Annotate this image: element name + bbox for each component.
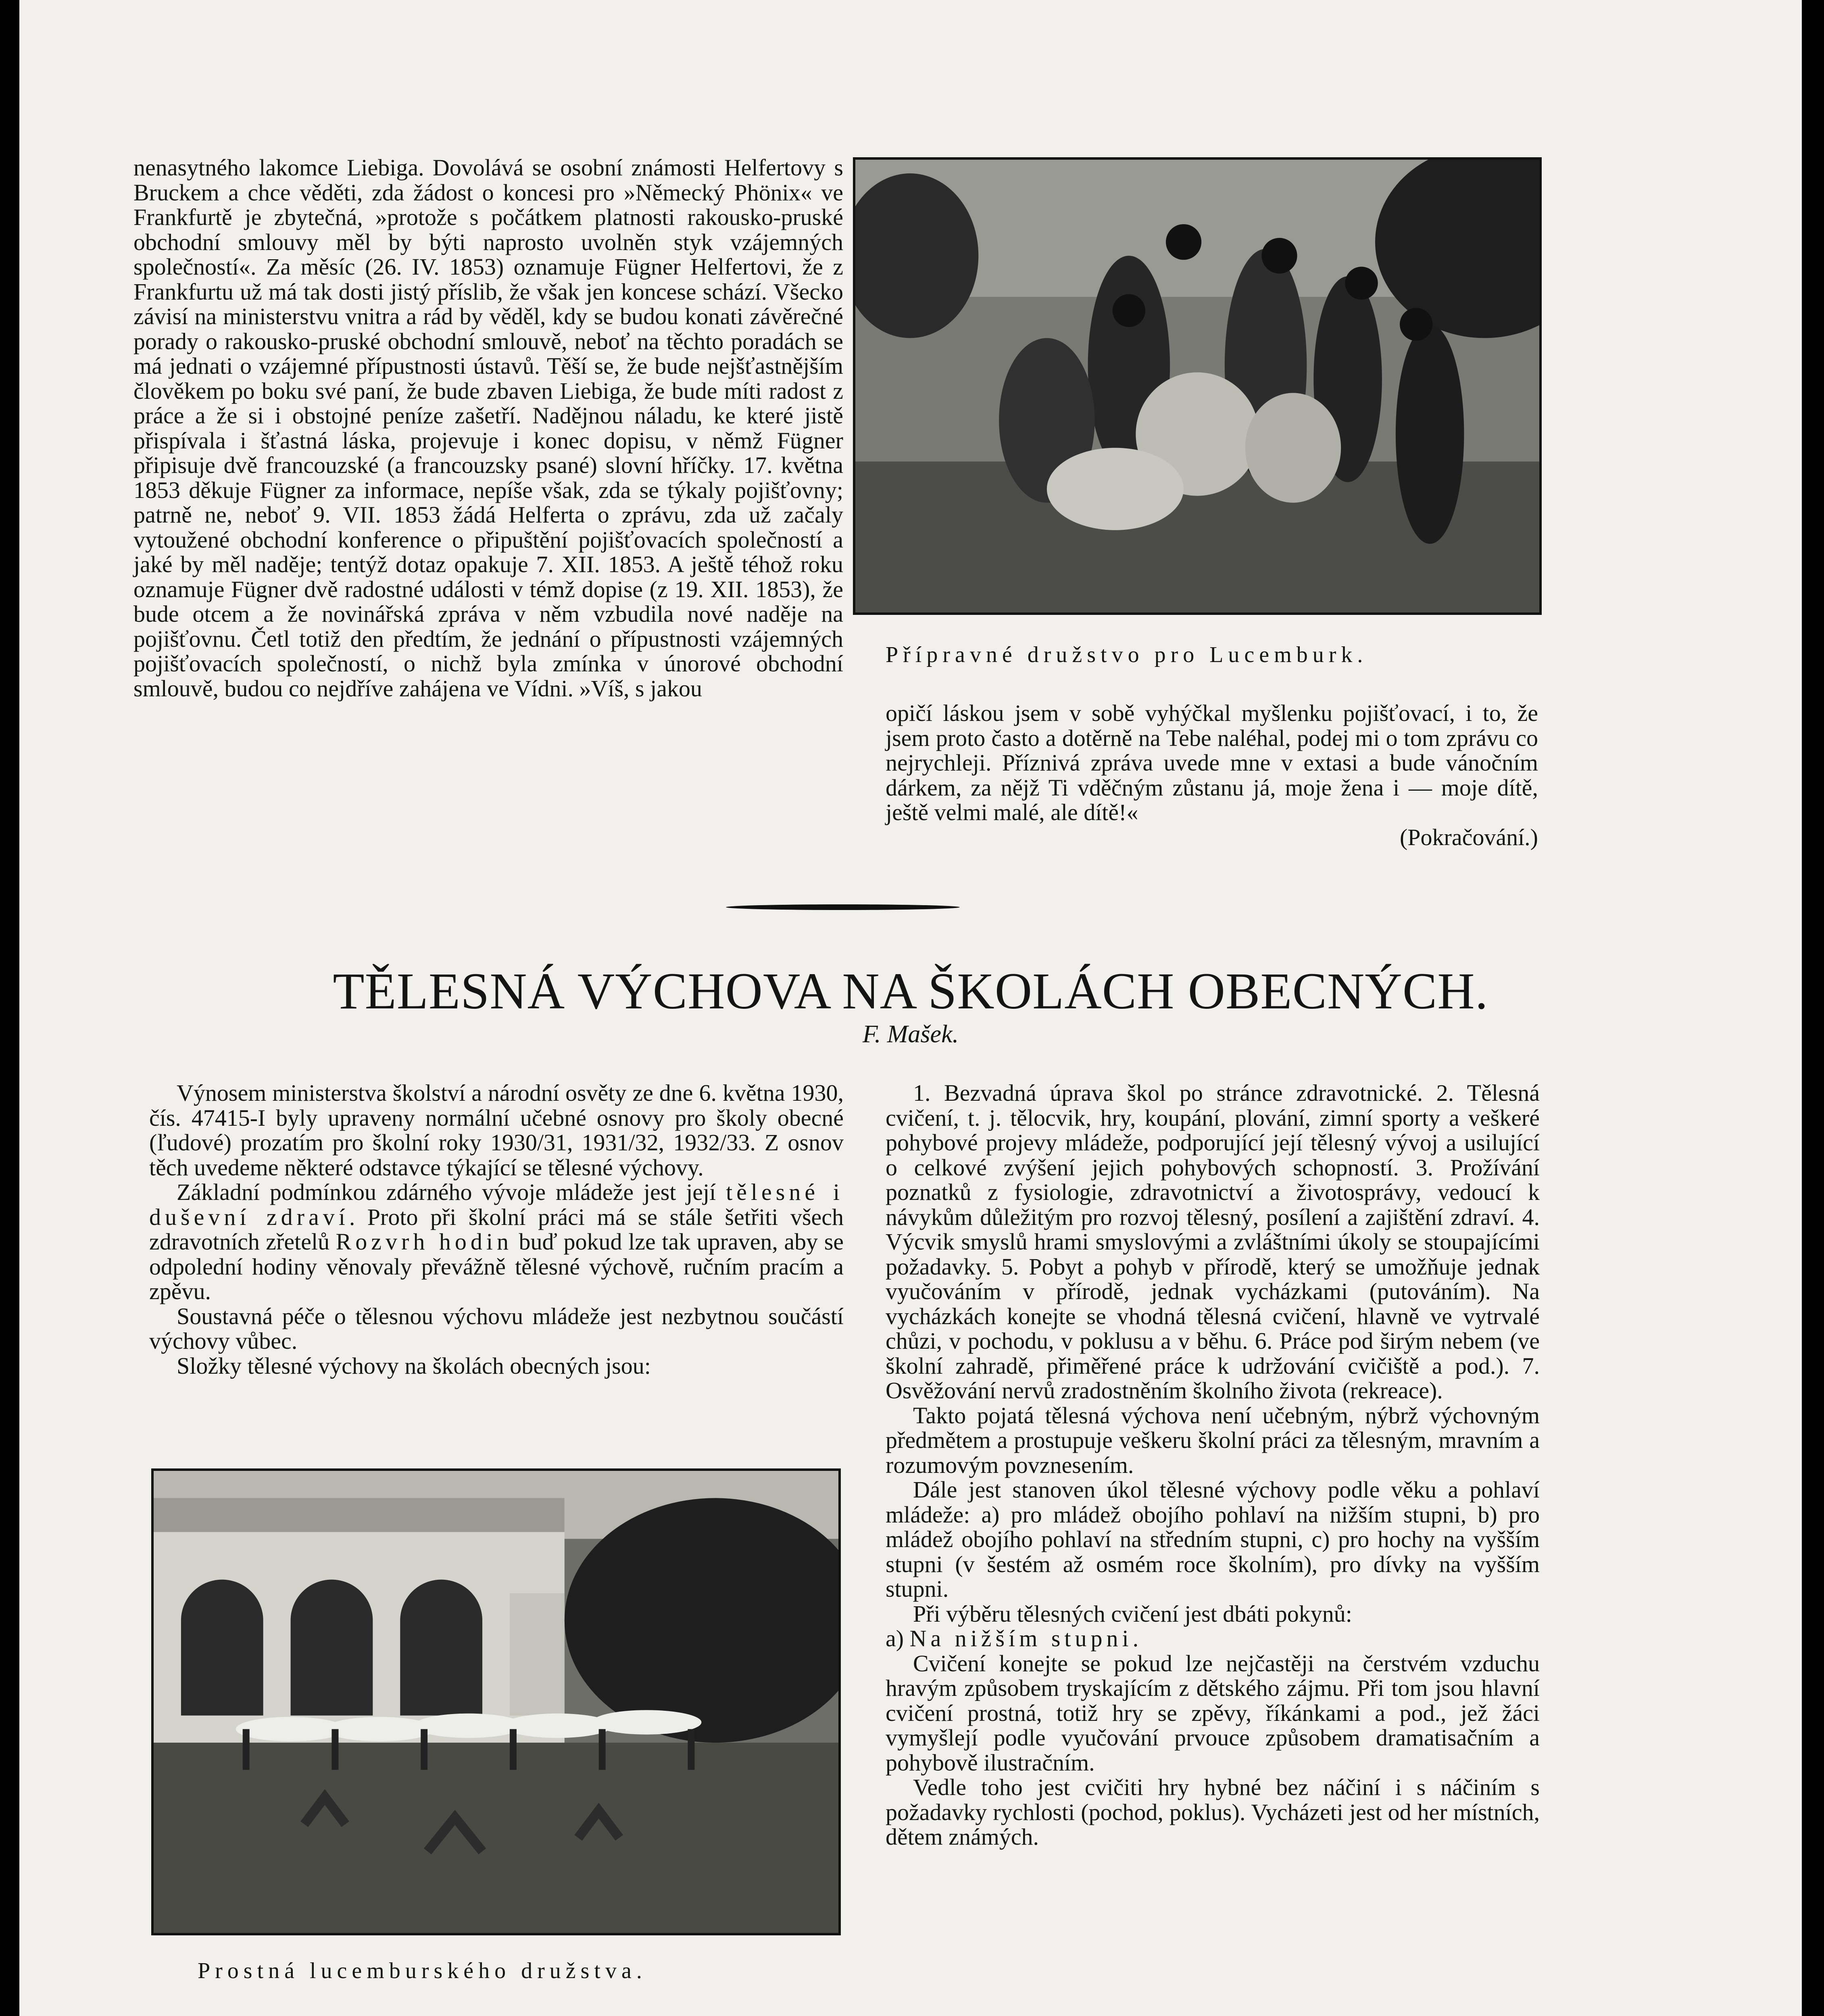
gymnastics-photo [151,1468,841,1935]
text-run: buď pokud lze tak upraven, aby se odpolední hodiny věnovaly převážně tělesné výchově, ručním pracím a zpěvu. [149,1229,844,1304]
article-paragraph: Výnosem ministerstva školství a národní osvěty ze dne 6. května 1930, čís. 47415-I byly upraveny normální učebné osnovy pro školy obecné (ľudové) prozatím pro školní roky 1930/31, 1931/32, 1932/33. Z osnov těch uvedeme některé odstavce týkající se tělesné výchovy. [149,1080,844,1181]
article-paragraph: Cvičení konejte se pokud lze nejčastěji na čerstvém vzduchu hravým způsobem tryskajícím z dětského zájmu. Při tom jsou hlavní cvičení prostná, totiž hry se zpěvy, říkánkami a pod., jež žáci vymyšlejí podle vyučování prvouce způsobem dramatisačním a pohybově ilustračním. [886,1650,1540,1776]
article-left-column [149,1081,844,1378]
continued-paragraph: nenasytného lakomce Liebiga. Dovolává se osobní známosti Helfertovy s Bruckem a chce věděti, zda žádost o koncesi pro »Německý Phönix« ve Frankfurtě je zbytečná, »protože s počátkem platnosti rakousko-pruské obchodní smlouvy měl by býti naprosto uvolněn styk vzájemných společností«. Za měsíc (26. IV. 1853) oznamuje Fügner Helfertovi, že z Frankfurtu už má tak dosti jistý příslib, že však jen koncese schází. Všecko závisí na ministerstvu vnitra a rád by věděl, kdy se budou konati závěrečné porady o rakousko-pruské obchodní smlouvě, neboť na těchto poradách se má jednati o vzájemné přípustnosti ústavů. Těší se, že bude nejšťastnějším člověkem po boku své paní, že bude zbaven Liebiga, že bude míti radost z práce a že si i obstojné peníze zašetří. Nadějnou náladu, ke které jistě přispívala i šťastná láska, projevuje i konec dopisu, v němž Fügner připisuje dvě francouzské (a francouzsky psané) slovní hříčky. 17. května 1853 děkuje Fügner za informace, nepíše však, zda se týkaly pojišťovny; patrně ne, neboť 9. VII. 1853 žádá Helferta o zprávu, zda už začaly vytoužené obchodní konference o připuštění pojišťovacích společností a jaké by měl naděje; tentýž dotaz opakuje 7. XII. 1853. A ještě téhož roku oznamuje Fügner dvě radostné události v témž dopise (z 19. XII. 1853), že bude otcem a že novinářská zpráva v něm vzbudila nové naděje na pojišťovnu. Četl totiž den předtím, že jednání o přípustnosti vzájemných pojišťovacích společností, o nichž byla zmínka v únorové obchodní smlouvě, budou co nejdříve zahájena ve Vídni. »Víš, s jakou [133,154,843,702]
top-left-column [133,155,843,701]
text-run: . Proto při školní práci má se stále šetřiti všech zdravotních zřetelů [149,1204,844,1255]
gymnastics-photo-image [154,1471,838,1933]
article-paragraph: Takto pojatá tělesná výchova není učebným, nýbrž výchovným předmětem a prostupuje veškeru školní práci za tělesným, mravním a rozumovým povznesením. [886,1402,1540,1478]
team-photo [853,157,1542,615]
letter-ending: opičí láskou jsem v sobě vyhýčkal myšlenku pojišťovací, i to, že jsem proto často a dotěrně na Tebe naléhal, podej mi o tom zprávu co nejrychleji. Příznivá zpráva uvede mne v extasi a bude vánočním dárkem, za nějž Ti vděčným zůstanu já, moje žena i — moje dítě, ještě velmi malé, ale dítě!« [886,700,1538,825]
article-title: TĚLESNÁ VÝCHOVA NA ŠKOLÁCH OBECNÝCH. [333,962,1488,1020]
magazine-page [19,0,1802,2016]
emphasis-spaced: Rozvrh hodin [336,1229,513,1255]
article-subheading [886,1626,1540,1651]
article-paragraph: Vedle toho jest cvičiti hry hybné bez náčiní i s náčiním s požadavky rychlosti (pochod, poklus). Vycházeti jest od her místních, dětem známých. [886,1774,1540,1850]
text-run: Základní podmínkou zdárného vývoje mládeže jest její [177,1179,726,1205]
text-run: a) [886,1625,910,1652]
article-paragraph: Soustavná péče o tělesnou výchovu mládeže jest nezbytnou součástí výchovy vůbec. [149,1303,844,1354]
article-paragraph: Při výběru tělesných cvičení jest dbáti pokynů: [913,1600,1352,1627]
section-divider [726,904,960,910]
emphasis-spaced: Na nižším stupni. [909,1625,1143,1652]
article-paragraph [149,1180,844,1304]
article-paragraph: Složky tělesné výchovy na školách obecných jsou: [177,1352,651,1379]
article-paragraph: 1. Bezvadná úprava škol po stránce zdravotnické. 2. Tělesná cvičení, t. j. tělocvik, hry, koupání, plování, zimní sporty a veškeré pohybové projevy mládeže, podporující její tělesný vývoj a usilující o celkové zvýšení jejich pohybových schopností. 3. Prožívání poznatků z fysiologie, zdravotnictví a životosprávy, vedoucí k návykům důležitým pro rozvoj tělesný, posílení a zajištění zdraví. 4. Výcvik smyslů hrami smyslovými a zvláštními úkoly se stoupajícími požadavky. 5. Pobyt a pohyb v přírodě, který se umožňuje jednak vyučováním v přírodě, jednak vycházkami (putováním). Na vycházkách konejte se vhodná tělesná cvičení, hlavně ve vytrvalé chůzi, v pochodu, v poklusu a v běhu. 6. Práce pod širým nebem (ve školní zahradě, přiměřené práce k udržování cvičiště a pod.). 7. Osvěžování nervů zradostněním školního života (rekreace). [886,1080,1540,1404]
team-photo-image [855,160,1539,612]
article-right-column [886,1081,1540,1849]
article-author: F. Mašek. [862,1020,959,1048]
emphasis-spaced: tělesné i duševní zdraví [149,1179,844,1230]
gymnastics-photo-caption: Prostná lucemburského družstva. [198,1958,647,1983]
article-paragraph: Dále jest stanoven úkol tělesné výchovy podle věku a pohlaví mládeže: a) pro mládež obojího pohlaví na nižším stupni, b) pro mládež obojího pohlaví na středním stupni, c) pro hochy na vyšším stupni (v šestém až osmém roce školním), pro dívky na vyšším stupni. [886,1477,1540,1602]
team-photo-caption: Přípravné družstvo pro Lucemburk. [886,642,1368,667]
continued-note: (Pokračování.) [1399,824,1538,850]
top-right-column [886,701,1538,850]
